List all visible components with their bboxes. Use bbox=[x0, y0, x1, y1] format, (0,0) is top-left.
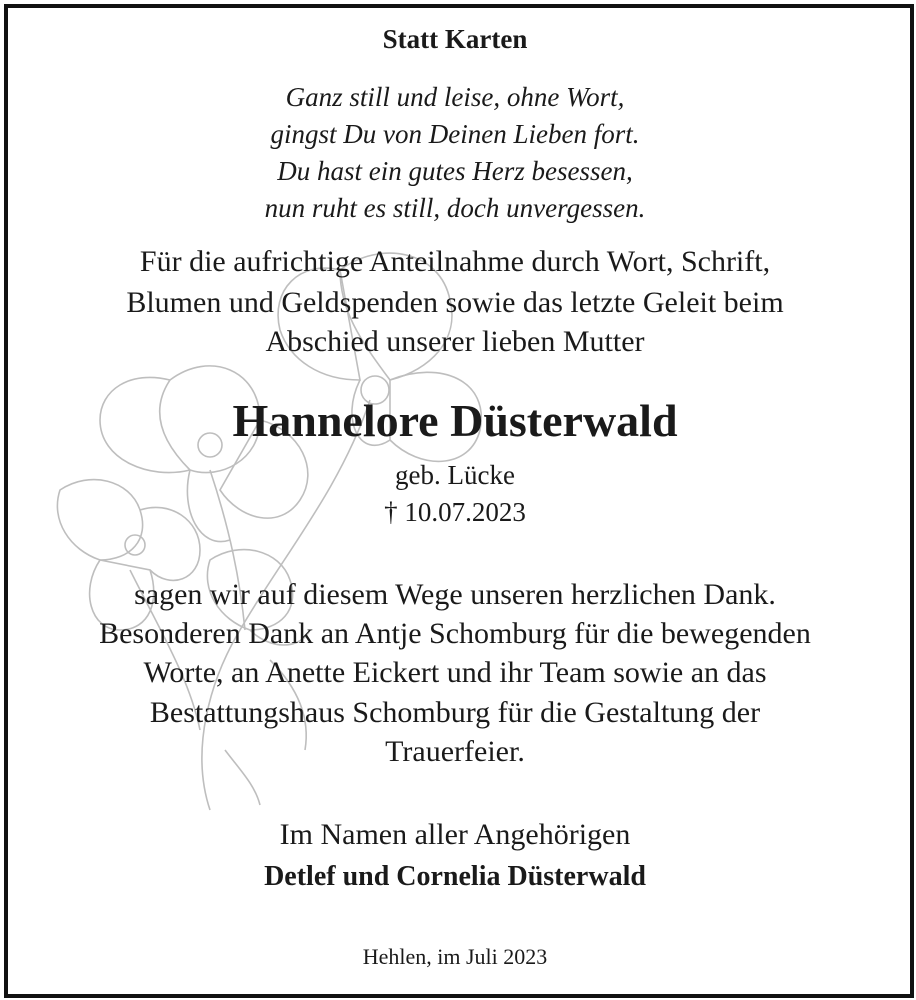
poem-line: nun ruht es still, doch unvergessen. bbox=[264, 193, 646, 223]
poem-line: gingst Du von Deinen Lieben fort. bbox=[270, 119, 640, 149]
birth-name: geb. Lücke bbox=[395, 460, 515, 490]
thanks-line: sagen wir auf diesem Wege unseren herzlichen Dank. bbox=[134, 578, 776, 611]
signature-line: Im Namen aller Angehörigen bbox=[279, 818, 631, 851]
thanks-line: Bestattungshaus Schomburg für die Gestaltung der bbox=[149, 696, 761, 729]
deceased-name: Hannelore Düsterwald bbox=[232, 395, 678, 446]
poem-line: Du hast ein gutes Herz besessen, bbox=[277, 156, 633, 186]
thanks-line: Besonderen Dank an Antje Schomburg für die bewegenden bbox=[99, 617, 811, 650]
intro-line: Blumen und Geldspenden sowie das letzte Geleit beim bbox=[126, 286, 784, 319]
place-date: Hehlen, im Juli 2023 bbox=[362, 944, 548, 969]
thanks-line: Worte, an Anette Eickert und ihr Team sowie an das bbox=[143, 656, 767, 689]
header-title: Statt Karten bbox=[382, 24, 528, 54]
death-date: † 10.07.2023 bbox=[384, 497, 526, 527]
intro-line: Abschied unserer lieben Mutter bbox=[265, 325, 645, 358]
signature-names: Detlef und Cornelia Düsterwald bbox=[264, 861, 646, 892]
thanks-line: Trauerfeier. bbox=[385, 735, 525, 768]
intro-line: Für die aufrichtige Anteilnahme durch Wort, Schrift, bbox=[139, 245, 771, 278]
poem-line: Ganz still und leise, ohne Wort, bbox=[285, 82, 625, 112]
